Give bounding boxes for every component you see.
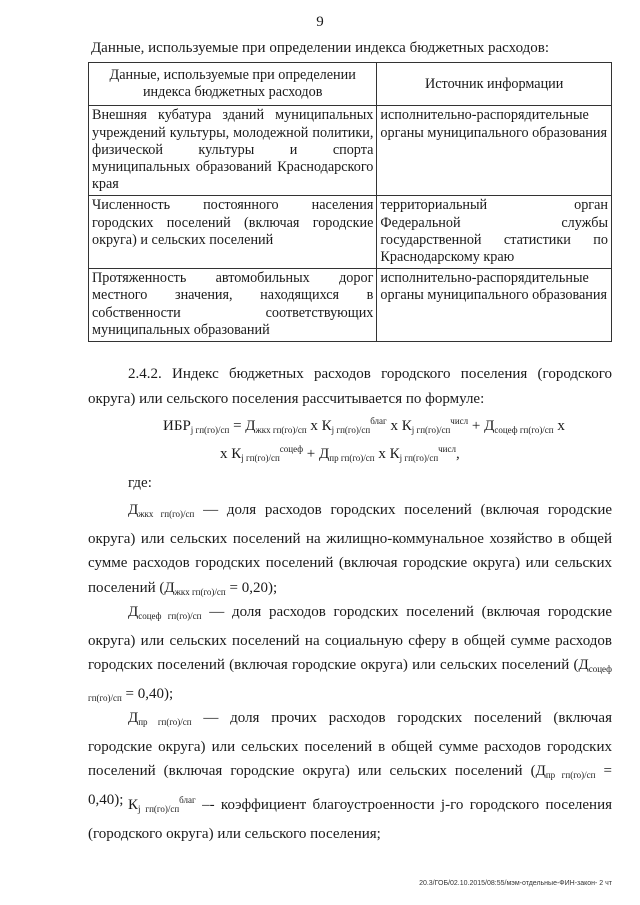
formula-line2-prefix: х	[220, 446, 228, 462]
formula-k-2-sub: j гп(го)/сп	[411, 425, 451, 435]
formula-times-2: х	[390, 418, 398, 434]
formula-k-1-sup: благ	[370, 416, 387, 426]
document-footer: 20.3/ГОБ/02.10.2015/08:55/мэм-отдельные-ФИН-закон- 2 чт	[419, 880, 612, 887]
formula-eq: =	[233, 418, 242, 434]
def-value: = 0,40);	[88, 763, 612, 808]
formula-k-4-sub: j гп(го)/сп	[399, 453, 439, 463]
def-value-symbol: Д	[164, 579, 175, 596]
formula-k-4: К	[389, 446, 400, 462]
def-symbol: Д	[128, 710, 139, 726]
table-cell-data: Протяженность автомобильных дорог местного значения, находящихся в собственности соответствующих муниципальных образований	[89, 269, 377, 342]
table-header-source: Источник информации	[377, 63, 612, 106]
def-text: — доля расходов городских поселений (включая городские округа) или сельских поселений на социальную сферу в общей сумме расходов городских поселений (включая городские округа) или сельских поселений (	[88, 604, 613, 673]
formula-d-socef: Д	[484, 418, 495, 434]
table-row	[89, 269, 612, 342]
formula-k-4-sup: числ	[438, 444, 456, 454]
def-symbol-sub: соцеф гп(го)/сп	[138, 611, 202, 621]
formula-k-1-sub: j гп(го)/сп	[331, 425, 371, 435]
table-row	[89, 106, 612, 196]
formula-d-pr-sub: пр гп(го)/сп	[329, 453, 375, 463]
formula-line-1	[163, 416, 565, 435]
formula-lhs: ИБР	[163, 418, 191, 434]
table-cell-data: Внешняя кубатура зданий муниципальных учреждений культуры, молодежной политики, физической культуры и спорта муниципальных образований Краснодарского края	[89, 106, 377, 196]
def-value-sub: жкх гп(го)/сп	[174, 586, 226, 597]
definition-d-socef	[88, 600, 612, 710]
formula-k-1: К	[321, 418, 332, 434]
table-row	[89, 196, 612, 269]
table-cell-source: исполнительно-распорядительные органы муниципального образования	[377, 269, 612, 342]
def-value: = 0,20);	[225, 579, 278, 596]
def-symbol-sup: благ	[179, 795, 196, 805]
formula-line-2	[220, 444, 460, 463]
formula-k-3-sup: соцеф	[279, 444, 304, 454]
data-sources-table	[88, 62, 612, 342]
def-value-symbol: Д	[535, 763, 546, 779]
formula-k-2: К	[401, 418, 412, 434]
section-intro: 2.4.2. Индекс бюджетных расходов городского поселения (городского округа) или сельского поселения рассчитывается по формуле:	[88, 366, 612, 407]
formula-comma: ,	[456, 446, 460, 462]
formula-k-2-sup: числ	[450, 416, 469, 426]
def-symbol-sub: жкх гп(го)/сп	[138, 509, 195, 519]
def-symbol-sub: пр гп(го)/сп	[138, 717, 192, 727]
def-value: = 0,40);	[121, 685, 174, 702]
definition-k-blag	[88, 788, 612, 846]
formula-lhs-sub: j гп(го)/сп	[190, 425, 230, 435]
formula-d-pr: Д	[319, 446, 330, 462]
formula-k-3-sub: j гп(го)/сп	[241, 453, 280, 463]
def-symbol: Д	[128, 502, 139, 518]
def-text: — доля расходов городских поселений (включая городские округа) или сельских поселений на жилищно-коммунальное хозяйство в общей сумме расходов городских поселений (включая городские округа) или сельских поселений (	[88, 502, 613, 596]
def-symbol-sub: j гп(го)/сп	[138, 804, 180, 814]
def-value-symbol: Д	[578, 657, 589, 673]
def-value-sub: соцеф гп(го)/сп	[88, 664, 612, 703]
formula-plus-1: +	[471, 418, 481, 434]
table-cell-source: исполнительно-распорядительные органы муниципального образования	[377, 106, 612, 196]
where-label: где:	[128, 475, 152, 491]
formula-times-1: х	[310, 418, 318, 434]
def-value-sub: пр гп(го)/сп	[545, 770, 596, 780]
def-symbol: Д	[128, 604, 139, 620]
formula-d-zhkh-sub: жкх гп(го)/сп	[255, 425, 307, 435]
formula-k-3: К	[231, 446, 242, 462]
table-header-data: Данные, используемые при определении индекса бюджетных расходов	[89, 63, 377, 106]
table-header-row	[89, 63, 612, 106]
page-number: 9	[316, 14, 324, 30]
formula-trail-times: х	[557, 418, 565, 434]
formula-d-socef-sub: соцеф гп(го)/сп	[494, 425, 554, 435]
def-text: –- коэффициент благоустроенности j-го городского поселения (городского округа) или сельского поселения;	[88, 797, 613, 842]
table-cell-data: Численность постоянного населения городских поселений (включая городские округа) и сельских поселений	[89, 196, 377, 269]
formula-plus-2: +	[306, 446, 316, 462]
definition-d-zhkh	[88, 498, 612, 604]
table-cell-source: территориальный орган Федеральной службы государственной статистики по Краснодарскому краю	[377, 196, 612, 269]
formula-times-3: х	[378, 446, 386, 462]
formula-d-zhkh: Д	[245, 418, 256, 434]
table-caption: Данные, используемые при определении индекса бюджетных расходов:	[90, 40, 550, 56]
def-symbol: К	[128, 797, 139, 813]
def-text: — доля прочих расходов городских поселений (включая городские округа) или сельских поселений в общей сумме расходов городских поселений (включая городские округа) или сельских поселений (	[88, 710, 612, 779]
